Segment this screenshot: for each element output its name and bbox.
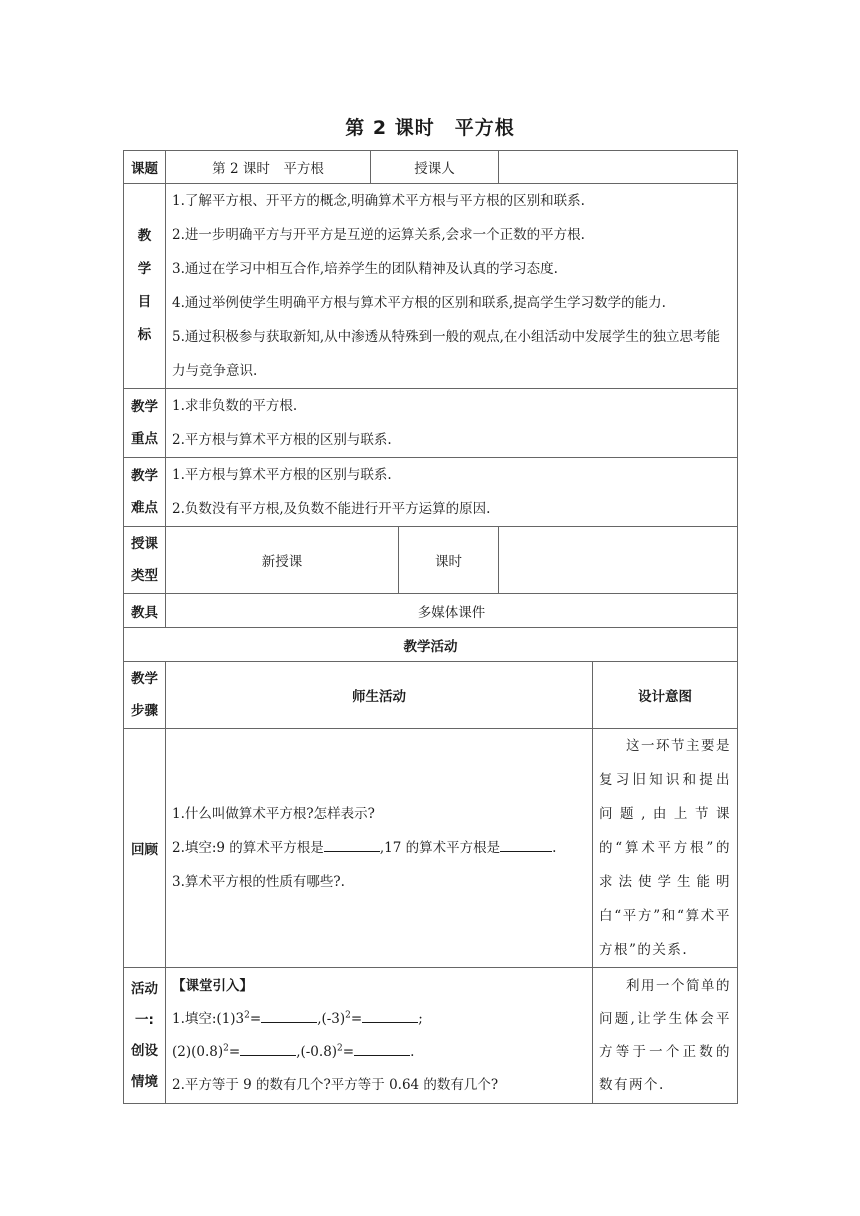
tools-row xyxy=(124,594,738,628)
activity-one-intent: 利用一个简单的问题,让学生体会平方等于一个正数的数有两个. xyxy=(593,968,738,1104)
activity-one-line-2: $(2)(0.8)^2= ,(-0.8)^2=$ . xyxy=(172,1036,586,1069)
activity-one-line-3: 2.平方等于 9 的数有几个?平方等于 0.64 的数有几个? xyxy=(172,1076,499,1093)
step-column-header: 教学 步骤 xyxy=(124,662,166,729)
objectives-label: 教 学 目 标 xyxy=(124,184,166,389)
activity-one-line-1: 1.填空$:(1)3^2= ,(-3)^2=$ ; xyxy=(172,1003,586,1036)
objective-item: 5.通过积极参与获取新知,从中渗透从特殊到一般的观点,在小组活动中发展学生的独立思考能力与竞争意识. xyxy=(172,329,720,379)
hours-label: 课时 xyxy=(399,527,499,594)
difficulties-list xyxy=(166,458,738,527)
topic-label: 课题 xyxy=(124,151,166,184)
objective-item: 2.进一步明确平方与开平方是互逆的运算关系,会求一个正数的平方根. xyxy=(172,227,585,243)
answer-blank xyxy=(362,1008,418,1023)
key-point-item: 2.平方根与算术平方根的区别与联系. xyxy=(172,432,392,448)
answer-blank xyxy=(240,1041,296,1056)
tools-value: 多媒体课件 xyxy=(166,594,738,628)
review-question-1: 1.什么叫做算术平方根?怎样表示? xyxy=(172,806,375,822)
review-intent: 这一环节主要是复习旧知识和提出问题,由上节课的“算术平方根”的求法使学生能明白“平方”和“算术平方根”的关系. xyxy=(593,729,738,968)
activities-heading-row xyxy=(124,628,738,662)
objectives-row xyxy=(124,184,738,389)
intent-column-header: 设计意图 xyxy=(593,662,738,729)
key-point-item: 1.求非负数的平方根. xyxy=(172,398,298,414)
key-points-row xyxy=(124,389,738,458)
review-step-label: 回顾 xyxy=(124,729,166,968)
topic-value: 第 2 课时 平方根 xyxy=(166,151,371,184)
review-question-3: 3.算术平方根的性质有哪些?. xyxy=(172,874,345,890)
key-points-list xyxy=(166,389,738,458)
tools-label: 教具 xyxy=(124,594,166,628)
page-title: 第 2 课时 平方根 xyxy=(345,117,515,139)
difficulty-item: 1.平方根与算术平方根的区别与联系. xyxy=(172,467,392,483)
lesson-type-row xyxy=(124,527,738,594)
lesson-type-value: 新授课 xyxy=(166,527,399,594)
activities-columns-row xyxy=(124,662,738,729)
answer-blank xyxy=(354,1041,410,1056)
difficulties-label: 教学 难点 xyxy=(124,458,166,527)
activity-one-content xyxy=(166,968,593,1104)
lesson-plan-table xyxy=(123,150,738,1104)
topic-row xyxy=(124,151,738,184)
objectives-list xyxy=(166,184,738,389)
review-question-2: 2.填空:9 的算术平方根是 ,17 的算术平方根是 . xyxy=(172,831,586,865)
answer-blank xyxy=(500,837,552,852)
answer-blank xyxy=(324,837,380,852)
answer-blank xyxy=(261,1008,317,1023)
activities-heading: 教学活动 xyxy=(124,628,738,662)
key-points-label: 教学 重点 xyxy=(124,389,166,458)
activity-one-step-label: 活动 一: 创设 情境 xyxy=(124,968,166,1104)
review-content xyxy=(166,729,593,968)
activity-column-header: 师生活动 xyxy=(166,662,593,729)
lesson-type-label: 授课 类型 xyxy=(124,527,166,594)
activity-one-row xyxy=(124,968,738,1104)
review-row xyxy=(124,729,738,968)
activity-one-heading: 【课堂引入】 xyxy=(172,977,253,994)
objective-item: 4.通过举例使学生明确平方根与算术平方根的区别和联系,提高学生学习数学的能力. xyxy=(172,295,666,311)
objective-item: 1.了解平方根、开平方的概念,明确算术平方根与平方根的区别和联系. xyxy=(172,193,585,209)
teacher-label: 授课人 xyxy=(371,151,499,184)
teacher-value xyxy=(499,151,738,184)
hours-value xyxy=(499,527,738,594)
objective-item: 3.通过在学习中相互合作,培养学生的团队精神及认真的学习态度. xyxy=(172,261,558,277)
difficulty-item: 2.负数没有平方根,及负数不能进行开平方运算的原因. xyxy=(172,501,491,517)
difficulties-row xyxy=(124,458,738,527)
